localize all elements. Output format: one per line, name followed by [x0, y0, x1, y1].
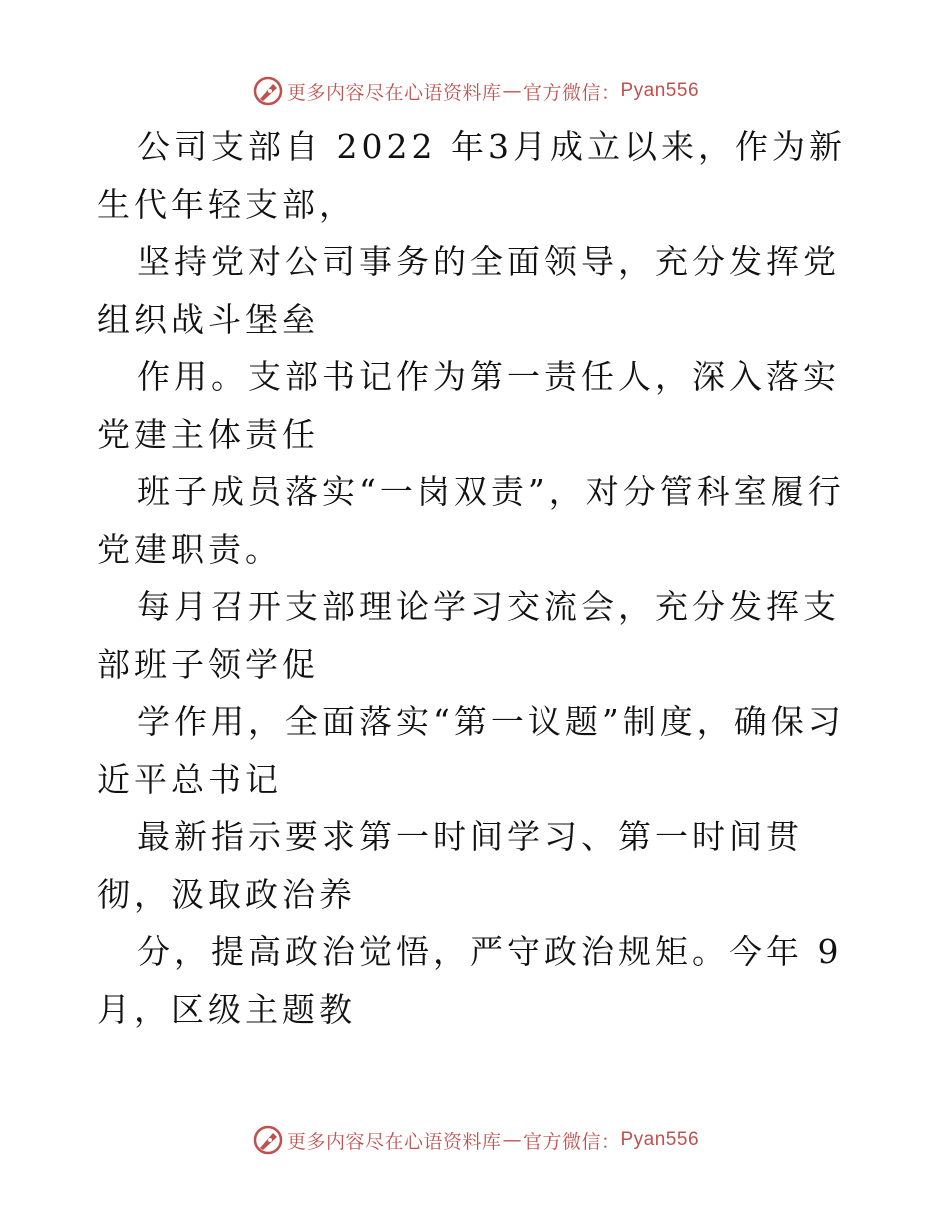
paragraph-5: 每月召开支部理论学习交流会，充分发挥支部班子领学促: [97, 587, 840, 684]
watermark-main-text: 更多内容尽在心语资料库: [286, 81, 502, 104]
header-watermark: [0, 71, 950, 111]
watermark-dash: —: [502, 80, 522, 102]
paragraph-1: 公司支部自 2022 年3月成立以来，作为新生代年轻支部，: [97, 127, 846, 224]
paragraph-8: 分，提高政治觉悟，严守政治规矩。今年 9 月，区级主题教: [97, 932, 843, 1029]
footer-watermark: [0, 1120, 950, 1160]
watermark-official-label: 官方微信：: [522, 1130, 621, 1153]
paragraph-3: 作用。支部书记作为第一责任人，深入落实党建主体责任: [97, 357, 840, 454]
document-body: [97, 118, 857, 1038]
paragraph-6: 学作用，全面落实“第一议题”制度，确保习近平总书记: [97, 702, 845, 799]
paragraph-7: 最新指示要求第一时间学习、第一时间贯彻，汲取政治养: [97, 817, 803, 914]
watermark-official-label: 官方微信：: [522, 81, 621, 104]
watermark-dash: —: [502, 1129, 522, 1151]
pen-nib-logo-icon: [251, 1123, 285, 1157]
watermark-account: Pyan556: [620, 80, 700, 101]
watermark-main-text: 更多内容尽在心语资料库: [286, 1130, 502, 1153]
pen-nib-logo-icon: [251, 74, 285, 108]
paragraph-4: 班子成员落实“一岗双责”，对分管科室履行党建职责。: [97, 472, 845, 569]
paragraph-2: 坚持党对公司事务的全面领导，充分发挥党组织战斗堡垒: [97, 242, 840, 339]
watermark-account: Pyan556: [620, 1129, 700, 1150]
